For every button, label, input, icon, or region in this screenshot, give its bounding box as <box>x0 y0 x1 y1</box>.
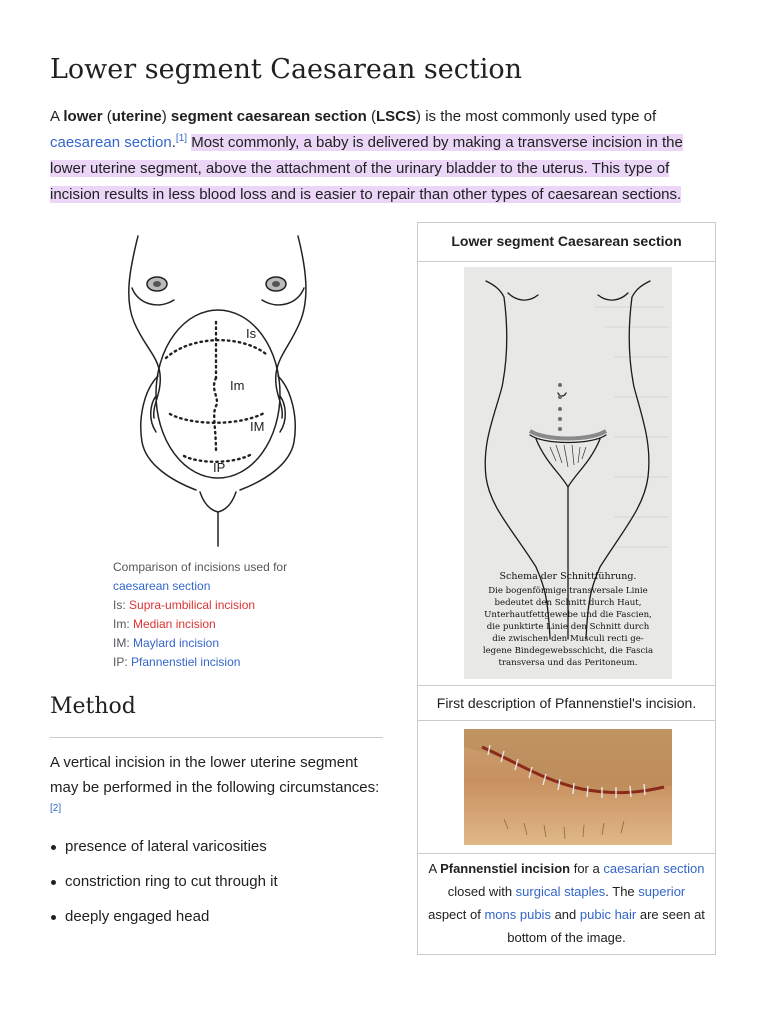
engraving-caption-title: Schema der Schnittführung. <box>499 571 637 582</box>
caption-caesarean-section-link[interactable]: caesarean section <box>113 579 211 593</box>
svg-text:die zwischen den Musculi recti: die zwischen den Musculi recti ge- <box>492 634 644 644</box>
reference-1-link[interactable]: [1] <box>175 133 188 144</box>
svg-text:legene Bindegewebsschicht, die: legene Bindegewebsschicht, die Fascia <box>482 646 654 656</box>
term-lscs: LSCS <box>376 108 417 125</box>
infobox <box>417 222 716 955</box>
superior-link[interactable]: superior <box>638 884 686 899</box>
label-is: Is <box>246 326 257 341</box>
pubic-hair-link[interactable]: pubic hair <box>579 907 637 922</box>
caption-item-im-upper: IM: Maylard incision <box>113 636 220 650</box>
caption-item-is: Is: Supra-umbilical incision <box>113 598 256 612</box>
intro-text: ( <box>102 108 112 125</box>
incision-diagram[interactable] <box>100 228 320 550</box>
label-im-upper: IM <box>250 419 265 434</box>
intro-text: . <box>171 134 176 151</box>
caption-item-ip: IP: Pfannenstiel incision <box>113 655 241 669</box>
page-title: Lower segment Caesarean section <box>50 54 523 85</box>
photo-caption: A Pfannenstiel incision for a caesarian section closed with surgical staples. The superior aspect of mons pubis and pubic hair are seen at bottom of the image. <box>418 853 715 949</box>
maylard-incision-link[interactable]: Maylard incision <box>133 636 220 650</box>
intro-text: ) <box>161 108 171 125</box>
engraving-svg <box>464 267 672 679</box>
photo-svg <box>464 729 672 845</box>
method-list <box>50 836 380 941</box>
method-heading: Method <box>50 694 136 719</box>
term-segment: segment caesarean section <box>170 108 367 125</box>
intro-text: ( <box>366 108 377 125</box>
term-pfannenstiel-incision: Pfannenstiel incision <box>440 861 571 876</box>
svg-text:die punktirte Linie den Schnit: die punktirte Linie den Schnitt durch <box>486 622 650 632</box>
median-incision-link[interactable]: Median incision <box>133 617 216 631</box>
term-uterine: uterine <box>111 108 162 125</box>
infobox-title: Lower segment Caesarean section <box>418 223 715 262</box>
caesarean-section-link[interactable]: caesarean section <box>50 134 172 151</box>
svg-text:bedeutet den Schnitt durch Hau: bedeutet den Schnitt durch Haut, <box>494 598 642 608</box>
caesarian-section-link[interactable]: caesarian section <box>603 861 705 876</box>
incision-diagram-svg <box>100 228 320 550</box>
mons-pubis-link[interactable]: mons pubis <box>484 907 551 922</box>
highlighted-text: Most commonly, a baby is delivered by making a transverse incision in the lower uterine segment, above the attachment of the urinary bladder to the uterus. This type of incision results in less blood loss and is easier to repair than other types of caesarean sections. <box>50 134 683 203</box>
section-divider <box>50 737 383 738</box>
surgical-staples-link[interactable]: surgical staples <box>515 884 606 899</box>
caption-item-im: Im: Median incision <box>113 617 216 631</box>
term-lower: lower <box>63 108 103 125</box>
caption-line: Comparison of incisions used for <box>113 560 288 574</box>
engraving-caption: First description of Pfannenstiel's incision. <box>418 685 715 721</box>
intro-text: ) is the most commonly used type of <box>416 108 657 125</box>
svg-text:Die bogenförmige transversale: Die bogenförmige transversale Linie <box>488 586 648 596</box>
stapled-incision-photo[interactable] <box>464 729 672 845</box>
list-item: presence of lateral varicosities <box>50 836 380 871</box>
method-paragraph: A vertical incision in the lower uterine segment may be performed in the following circumstances:[2] <box>50 754 380 814</box>
intro-paragraph <box>50 104 718 208</box>
list-item: constriction ring to cut through it <box>50 871 380 906</box>
median-incision-line <box>214 378 217 452</box>
figure-caption <box>113 558 393 672</box>
svg-text:transversa und das Peritoneum.: transversa und das Peritoneum. <box>498 658 638 668</box>
intro-text: A <box>50 108 64 125</box>
label-im: Im <box>230 378 245 393</box>
pfannenstiel-engraving-image[interactable] <box>464 267 672 679</box>
list-item: deeply engaged head <box>50 906 380 941</box>
reference-2-link[interactable]: [2] <box>50 803 62 814</box>
label-ip: IP <box>213 460 226 475</box>
svg-text:Unterhautfettgewebe und die Fa: Unterhautfettgewebe und die Fascien, <box>484 610 652 620</box>
supra-umbilical-incision-link[interactable]: Supra-umbilical incision <box>129 598 256 612</box>
pfannenstiel-incision-link[interactable]: Pfannenstiel incision <box>131 655 241 669</box>
